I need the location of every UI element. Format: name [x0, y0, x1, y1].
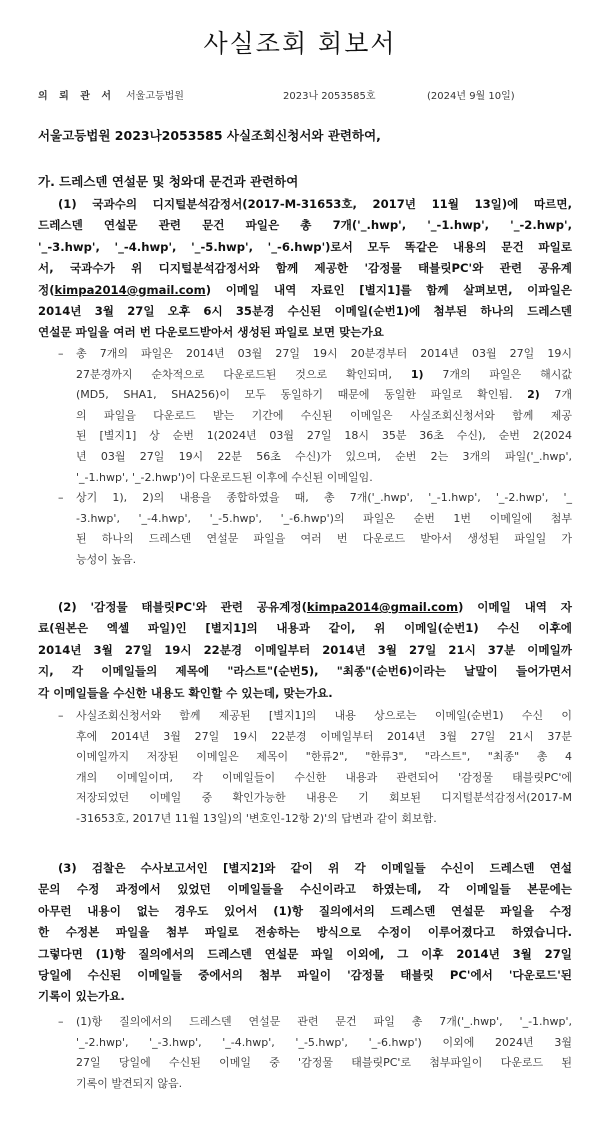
answer-line: – 사실조회신청서와 함께 제공된 [별지1]의 내용 상으로는 이메일(순번1) 수신 이	[58, 706, 572, 727]
answer-line: – (1)항 질의에서의 드레스덴 연설문 관련 문건 파일 총 7개('_.hwp', '_-1.hwp',	[58, 1012, 572, 1033]
section-heading: 가. 드레스덴 연설문 및 청와대 문건과 관련하여	[38, 174, 299, 189]
question-line: 드레스덴 연설문 관련 문건 파일은 총 7개('_.hwp', '_-1.hwp', '_-2.hwp',	[38, 218, 572, 233]
question-2	[38, 597, 572, 704]
dash-bullet: –	[58, 709, 64, 722]
question-line: 그렇다면 (1)항 질의에서의 드레스덴 연설문 파일 이외에, 그 이후 2014년 3월 27일	[38, 946, 572, 961]
question-line: (1) 국과수의 디지털분석감정서(2017-M-31653호, 2017년 11월 13일)에 따르면,	[58, 197, 572, 211]
answer-line: 후에 2014년 3월 27일 19시 22분경 이메일부터 2014년 3월 27일 21시 37분	[76, 729, 572, 743]
answer-line: -31653호, 2017년 11월 13일)의 '변호인-12항 2)'의 답변과 같이 회보함.	[76, 811, 437, 825]
question-1	[38, 194, 572, 344]
question-line: 한 수정본 파일을 첨부 파일로 전송하는 방식으로 수정이 이루어졌다고 하였습니다.	[38, 925, 572, 940]
answer-line: 의 파일을 다운로드 받는 기간에 수신된 이메일은 사실조회신청서와 함께 제공	[76, 408, 572, 422]
question-line: 연설문 파일을 여러 번 다운로드받아서 생성된 파일로 보면 맞는가요	[38, 325, 384, 340]
question-line: 료(원본은 엑셀 파일)인 [별지1]의 내용과 같이, 위 이메일(순번1) 수신 이후에	[38, 621, 572, 636]
question-line: 서, 국과수가 위 디지털분석감정서와 함께 제공한 '감정물 태블릿PC'와 관련 공유계	[38, 261, 572, 276]
answer-line: – 총 7개의 파일은 2014년 03월 27일 19시 20분경부터 2014년 03월 27일 19시	[58, 344, 572, 365]
question-line: 각 이메일들을 수신한 내용도 확인할 수 있는데, 맞는가요.	[38, 685, 333, 700]
answer-3	[58, 1012, 572, 1094]
email-link[interactable]: kimpa2014@gmail.com	[54, 282, 206, 297]
answer-line: 27분경까지 순차적으로 다운로드된 것으로 확인되며, 1) 7개의 파일은 해시값	[76, 367, 573, 381]
requesting-office: 서울고등법원	[126, 91, 184, 102]
question-line: '_-3.hwp', '_-4.hwp', '_-5.hwp', '_-6.hwp')로서 모두 똑같은 내용의 문건 파일로	[38, 239, 572, 254]
question-line: 정(kimpa2014@gmail.com) 이메일 내역 자료인 [별지1]를 함께 살펴보면, 이파일은	[38, 282, 572, 297]
requesting-office-label: 의 뢰 관 서	[38, 91, 116, 102]
question-line: 아무런 내용이 없는 경우도 있어서 (1)항 질의에서의 드레스덴 연설문 파일을 수정	[38, 903, 572, 918]
answer-line: 년 03월 27일 19시 22분 56초 수신)가 있으며, 순번 2는 3개의 파일('_.hwp',	[76, 449, 572, 463]
answer-line: 27일 당일에 수신된 이메일 중 '감정물 태블릿PC'로 첨부파일이 다운로드 된	[76, 1056, 572, 1070]
question-3	[38, 858, 572, 1008]
question-line: (3) 검찰은 수사보고서인 [별지2]와 같이 위 각 이메일들 수신이 드레스덴 연설	[58, 861, 572, 875]
question-line: (2) '감정물 태블릿PC'와 관련 공유계정(kimpa2014@gmail.com) 이메일 내역 자	[58, 600, 573, 614]
answer-line: 능성이 높음.	[76, 552, 137, 566]
answer-line: '_-1.hwp', '_-2.hwp')이 다운로드된 이후에 수신된 이메일임.	[76, 470, 373, 484]
answer-line: – 상기 1), 2)의 내용을 종합하였을 때, 총 7개('_.hwp', '_-1.hwp', '_-2.hwp', '_	[58, 488, 572, 509]
answer-1	[58, 344, 572, 571]
question-line: 당일에 수신된 이메일들 중에서의 첨부 파일이 '감정물 태블릿 PC'에서 '다운로드'된	[38, 968, 572, 983]
question-line: 지, 각 이메일들의 제목에 "라스트"(순번5), "최종"(순번6)이라는 날말이 들어가면서	[38, 664, 572, 679]
answer-line: (MD5, SHA1, SHA256)이 모두 동일하기 때문에 동일한 파일로 확인됨. 2) 7개	[76, 388, 572, 402]
answer-2	[58, 706, 572, 830]
question-line: 기록이 있는가요.	[38, 989, 125, 1004]
question-line: 문의 수정 과정에서 있었던 이메일들을 수신이라고 하였는데, 각 이메일들 본문에는	[38, 882, 572, 897]
answer-line: 기록이 발견되지 않음.	[76, 1076, 183, 1090]
dash-bullet: –	[58, 1015, 64, 1028]
answer-line: 된 [별지1] 상 순번 1(2024년 03월 27일 18시 35분 36초 수신), 순번 2(2024	[76, 429, 572, 443]
question-line: 2014년 3월 27일 19시 22분경 이메일부터 2014년 3월 27일 21시 37분 이메일까	[38, 642, 572, 657]
answer-line: '_-2.hwp', '_-3.hwp', '_-4.hwp', '_-5.hwp', '_-6.hwp') 이외에 2024년 3월	[76, 1035, 572, 1049]
answer-line: 저장되었던 이메일 중 확인가능한 내용은 기 회보된 디지털분석감정서(2017-M	[76, 791, 572, 805]
case-number: 2023나 2053585호	[283, 91, 376, 102]
dash-bullet: –	[58, 347, 64, 360]
email-link[interactable]: kimpa2014@gmail.com	[306, 600, 459, 614]
dash-bullet: –	[58, 491, 64, 505]
answer-line: 이메일까지 저장된 이메일은 제목이 "한류2", "한류3", "라스트", "최종" 총 4	[76, 750, 572, 764]
document-date: (2024년 9월 10일)	[427, 91, 515, 102]
intro-line: 서울고등법원 2023나2053585 사실조회신청서와 관련하여,	[38, 128, 381, 143]
document-title: 사실조회 회보서	[203, 29, 397, 58]
answer-line: -3.hwp', '_-4.hwp', '_-5.hwp', '_-6.hwp')의 파일은 순번 1번 이메일에 첨부	[76, 511, 572, 525]
question-line: 2014년 3월 27일 오후 6시 35분경 수신된 이메일(순번1)에 첨부된 하나의 드레스덴	[38, 304, 572, 319]
answer-line: 개의 이메일이며, 각 이메일들이 수신한 내용과 관련되어 '감정물 태블릿PC'에	[76, 770, 572, 784]
answer-line: 된 하나의 드레스덴 연설문 파일을 여러 번 다운로드 받아서 생성된 파일일 가	[76, 532, 572, 546]
